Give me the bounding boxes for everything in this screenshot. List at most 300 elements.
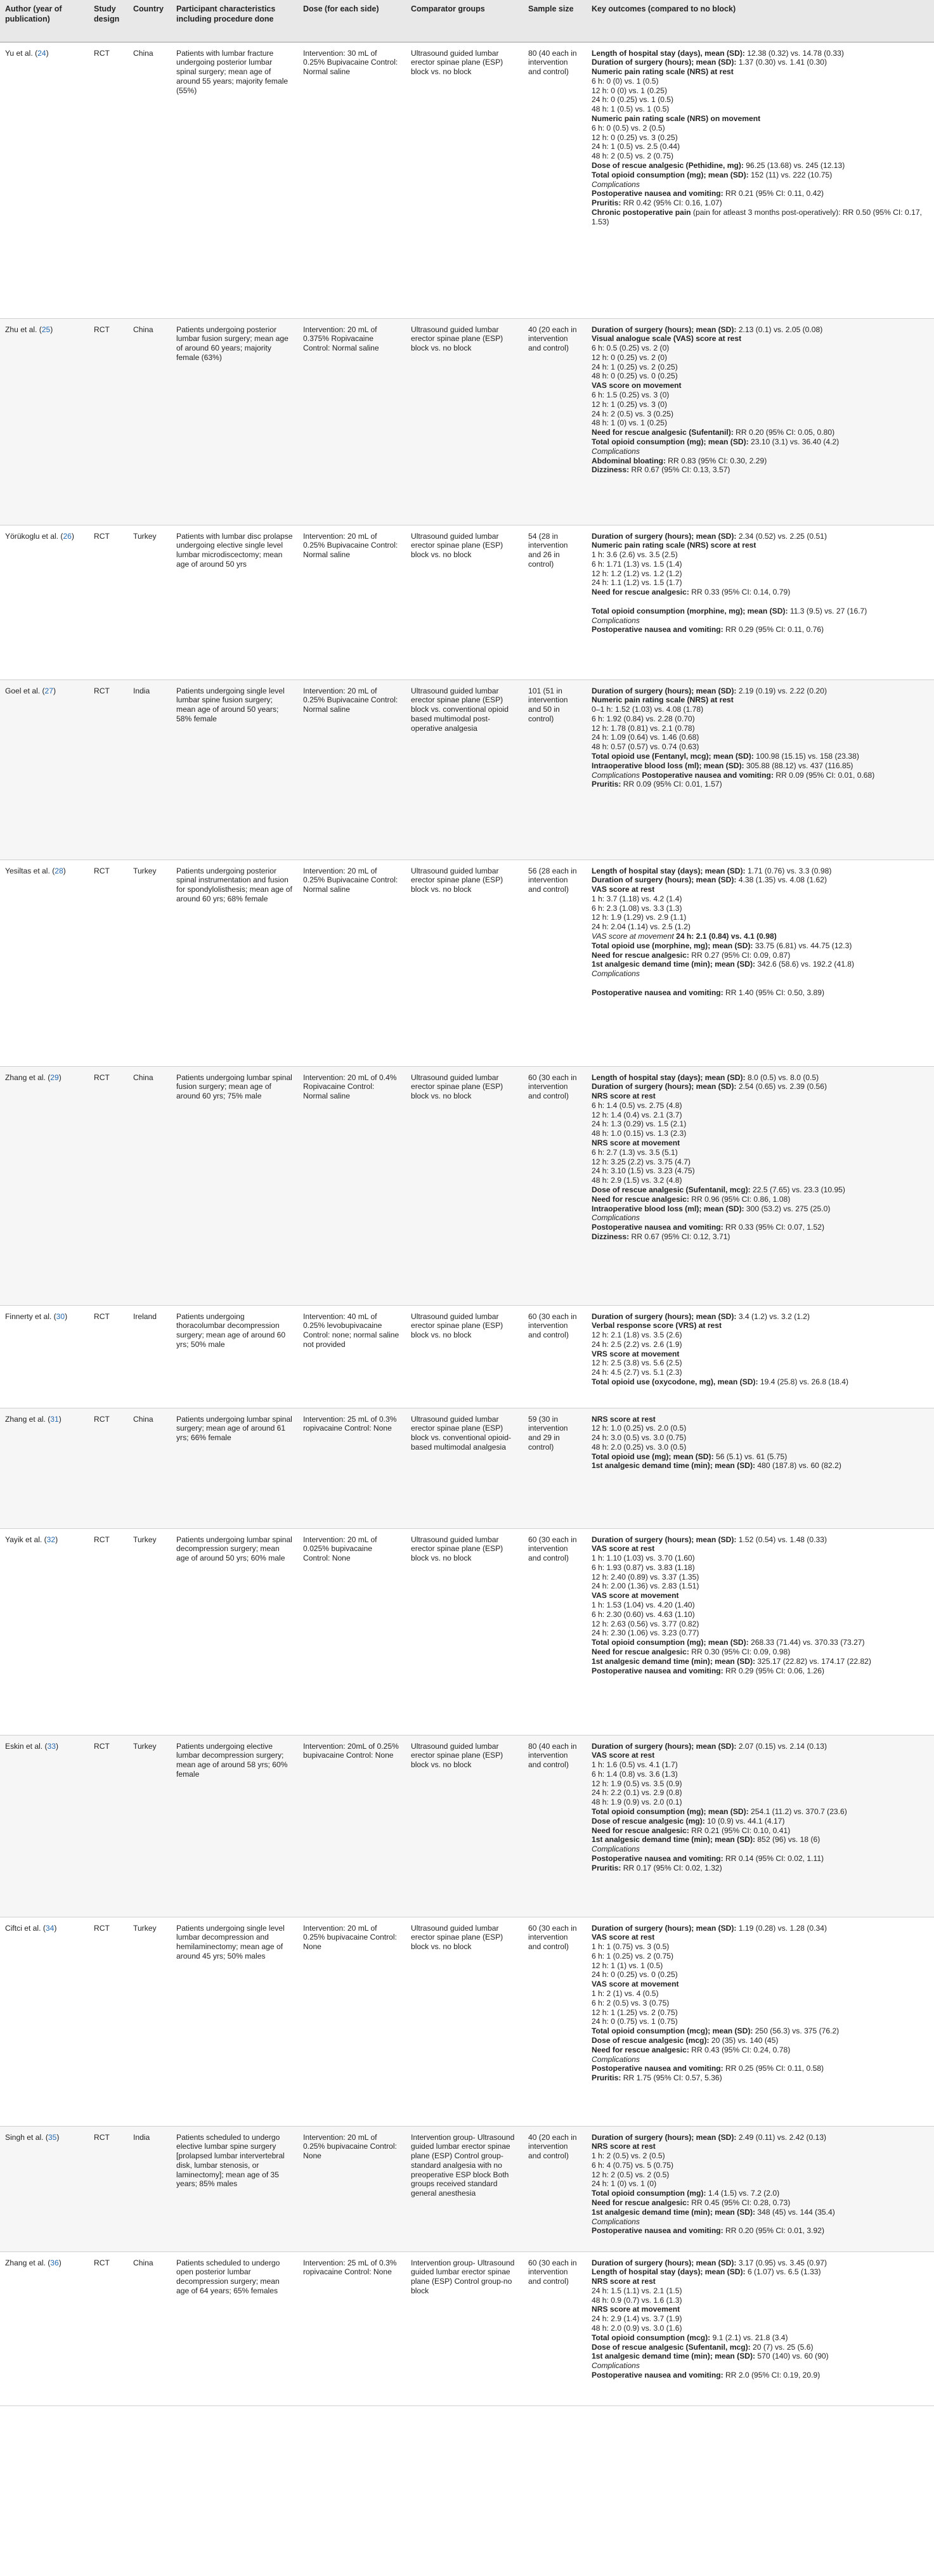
cell-study-design: RCT (89, 2251, 128, 2405)
outcome-line (592, 1742, 929, 1751)
outcome-value: 1.52 (0.54) vs. 1.48 (0.33) (736, 1535, 827, 1544)
outcome-label: 48 h: 2 (0.5) vs. 2 (0.75) (592, 151, 674, 161)
author-name: Yu et al. (5, 48, 33, 58)
header-study-design: Study design (89, 0, 128, 42)
outcome-line (592, 1942, 929, 1952)
outcome-label: Total opioid consumption (mg); mean (SD): (592, 170, 749, 179)
outcome-line (592, 686, 929, 696)
cell-study-design: RCT (89, 1735, 128, 1917)
cell-study-design: RCT (89, 1408, 128, 1528)
outcome-line (592, 2267, 929, 2277)
outcome-label: Postoperative nausea and vomiting: (592, 2226, 723, 2236)
outcome-line (592, 1647, 929, 1657)
outcome-value: RR 1.40 (95% CI: 0.50, 3.89) (723, 988, 824, 997)
outcome-label: 1st analgesic demand time (min); mean (SD): (592, 2207, 756, 2217)
outcome-line (592, 1535, 929, 1545)
outcome-label: Need for rescue analgesic: (592, 588, 689, 597)
outcome-line (592, 1138, 929, 1148)
cell-dose: Intervention: 20mL of 0.25% bupivacaine Control: None (298, 1735, 406, 1917)
cell-key-outcomes (587, 2126, 934, 2251)
outcome-label: Pruritis: (592, 1863, 621, 1872)
cell-participants: Patients undergoing lumbar spinal surgery; mean age of around 61 yrs; 66% female (171, 1408, 298, 1528)
outcome-line (592, 1433, 929, 1443)
citation-link[interactable]: 35 (48, 2132, 57, 2142)
cell-dose: Intervention: 20 mL of 0.25% Bupivacaine Control: Normal saline (298, 679, 406, 860)
outcome-label: 24 h: 1 (0.5) vs. 2.5 (0.44) (592, 142, 680, 151)
outcome-label: Duration of surgery (hours); mean (SD): (592, 58, 737, 67)
outcome-line (592, 2189, 929, 2198)
outcome-line (592, 904, 929, 913)
outcome-label: 1st analgesic demand time (min); mean (SD): (592, 960, 756, 969)
outcome-line (592, 2343, 929, 2352)
outcome-line (592, 560, 929, 569)
outcome-line (592, 1610, 929, 1620)
outcome-value: 1.4 (1.5) vs. 7.2 (2.0) (706, 2189, 780, 2198)
outcome-value: 325.17 (22.82) vs. 174.17 (22.82) (755, 1656, 871, 1666)
outcome-label: VAS score at movement (592, 1980, 679, 1989)
outcome-line (592, 2073, 929, 2083)
outcome-value: 22.5 (7.65) vs. 23.3 (10.95) (750, 1185, 845, 1195)
outcome-value: 33.75 (6.81) vs. 44.75 (12.3) (753, 941, 852, 950)
outcome-label: 12 h: 0 (0) vs. 1 (0.25) (592, 86, 667, 95)
outcome-line (592, 714, 929, 724)
outcome-label: 0–1 h: 1.52 (1.03) vs. 4.08 (1.78) (592, 705, 704, 714)
cell-sample-size: 60 (30 each in intervention and control) (523, 1528, 587, 1735)
outcome-value: 852 (96) vs. 18 (6) (755, 1835, 820, 1845)
outcome-line (592, 588, 929, 597)
cell-study-design: RCT (89, 1528, 128, 1735)
outcome-label: 48 h: 0 (0.25) vs. 0 (0.25) (592, 371, 678, 381)
outcome-label: Need for rescue analgesic: (592, 2198, 689, 2208)
outcome-line (592, 447, 929, 456)
outcome-value: 250 (56.3) vs. 375 (76.2) (753, 2026, 840, 2036)
outcome-line (592, 1989, 929, 1999)
outcome-section-label: Complications (592, 1213, 640, 1223)
outcome-value: 12.38 (0.32) vs. 14.78 (0.33) (744, 48, 844, 58)
cell-sample-size: 40 (20 each in intervention and control) (523, 2126, 587, 2251)
outcome-value: 342.6 (58.6) vs. 192.2 (41.8) (755, 960, 855, 969)
outcome-label: Total opioid consumption (mg); mean (SD): (592, 1807, 749, 1817)
outcome-line (592, 1657, 929, 1666)
outcome-line (592, 2371, 929, 2380)
outcome-line (592, 1223, 929, 1232)
outcome-value: 10 (0.9) vs. 44.1 (4.17) (704, 1816, 785, 1826)
cell-dose: Intervention: 20 mL of 0.25% Bupivacaine Control: Normal saline (298, 860, 406, 1066)
outcome-section-label: Complications (592, 2054, 640, 2064)
outcome-value: RR 0.96 (95% CI: 0.86, 1.08) (689, 1194, 791, 1204)
cell-country: Turkey (128, 525, 171, 679)
cell-study-design: RCT (89, 318, 128, 525)
outcome-label: Length of hospital stay (days), mean (SD): (592, 48, 745, 58)
outcome-line (592, 465, 929, 475)
outcome-line (592, 1952, 929, 1961)
cell-dose: Intervention: 20 mL of 0.25% bupivacaine Control: None (298, 1917, 406, 2126)
outcome-line (592, 2296, 929, 2305)
outcome-value: RR 0.21 (95% CI: 0.10, 0.41) (689, 1826, 791, 1835)
outcome-line (592, 2161, 929, 2170)
outcome-label: Pruritis: (592, 2073, 621, 2083)
outcome-line (592, 390, 929, 400)
author-name: Zhang et al. (5, 1414, 46, 1424)
outcome-line (592, 86, 929, 96)
cell-study-design: RCT (89, 525, 128, 679)
outcome-label: 1 h: 3.6 (2.6) vs. 3.5 (2.5) (592, 550, 678, 560)
header-row (0, 0, 934, 42)
outcome-line (592, 381, 929, 390)
author-name: Finnerty et al. (5, 1311, 52, 1321)
outcome-label: 1 h: 1 (0.75) vs. 3 (0.5) (592, 1942, 670, 1952)
outcome-line (592, 77, 929, 86)
cell-comparator: Ultrasound guided lumbar erector spinae plane (ESP) block vs. no block (406, 1305, 523, 1408)
outcome-line (592, 1933, 929, 1942)
outcome-line (592, 409, 929, 419)
cell-author: Goel et al. (27) (0, 679, 89, 860)
outcome-label: 12 h: 0 (0.25) vs. 3 (0.25) (592, 132, 678, 142)
outcome-label: Numeric pain rating scale (NRS) at rest (592, 67, 734, 77)
outcome-line (592, 353, 929, 363)
outcome-line (592, 1148, 929, 1157)
outcome-line (592, 400, 929, 409)
outcome-label: NRS score at rest (592, 2277, 656, 2286)
citation-link[interactable]: 24 (37, 48, 46, 58)
outcome-line (592, 1751, 929, 1760)
cell-key-outcomes (587, 2251, 934, 2405)
outcome-line (592, 597, 929, 607)
cell-study-design: RCT (89, 1917, 128, 2126)
author-name: Ciftci et al. (5, 1923, 41, 1933)
outcome-line (592, 344, 929, 353)
outcome-section-label: Complications (592, 1845, 640, 1854)
author-name: Goel et al. (5, 686, 41, 695)
outcome-value: 2.49 (0.11) vs. 2.42 (0.13) (736, 2132, 827, 2142)
outcome-line (592, 1591, 929, 1600)
cell-participants: Patients scheduled to undergo elective lumbar spine surgery [prolapsed lumbar intervertebral disk, lumbar stenosis, or laminectomy]; mean age of 35 years; 85% males (171, 2126, 298, 2251)
outcome-line (592, 695, 929, 705)
outcome-label: Intraoperative blood loss (ml); mean (SD): (592, 761, 744, 770)
outcome-line (592, 105, 929, 114)
cell-key-outcomes (587, 1408, 934, 1528)
cell-dose: Intervention: 20 mL of 0.25% Bupivacaine Control: Normal saline (298, 525, 406, 679)
cell-dose: Intervention: 20 mL of 0.375% Ropivacaine Control: Normal saline (298, 318, 406, 525)
cell-sample-size: 60 (30 each in intervention and control) (523, 2251, 587, 2405)
outcome-value: RR 0.17 (95% CI: 0.02, 1.32) (621, 1863, 722, 1872)
outcome-value: 305.88 (88.12) vs. 437 (116.85) (744, 761, 853, 770)
outcome-label: Postoperative nausea and vomiting: (592, 1666, 723, 1675)
cell-dose: Intervention: 20 mL of 0.025% bupivacaine Control: None (298, 1528, 406, 1735)
outcome-line (592, 2305, 929, 2314)
outcome-line (592, 2286, 929, 2296)
cell-dose: Intervention: 25 mL of 0.3% ropivacaine Control: None (298, 2251, 406, 2405)
outcome-line (592, 1638, 929, 1647)
outcome-value: 11.3 (9.5) vs. 27 (16.7) (788, 606, 867, 615)
table-row (0, 318, 934, 525)
outcome-value: RR 0.43 (95% CI: 0.24, 0.78) (689, 2045, 791, 2054)
cell-comparator: Ultrasound guided lumbar erector spinae plane (ESP) block vs. no block (406, 1735, 523, 1917)
cell-sample-size: 80 (40 each in intervention and control) (523, 42, 587, 318)
outcome-label: 6 h: 1.93 (0.87) vs. 3.83 (1.18) (592, 1562, 695, 1572)
table-row (0, 1408, 934, 1528)
cell-sample-size: 59 (30 in intervention and 29 in control) (523, 1408, 587, 1528)
outcome-line (592, 142, 929, 151)
outcome-label: 1 h: 1.53 (1.04) vs. 4.20 (1.40) (592, 1600, 695, 1610)
outcome-line (592, 578, 929, 588)
outcome-value: 24 h: 2.1 (0.84) vs. 4.1 (0.98) (673, 932, 777, 941)
outcome-line (592, 2045, 929, 2055)
outcome-label: Duration of surgery (hours); mean (SD): (592, 2258, 737, 2267)
outcome-line (592, 541, 929, 550)
outcome-value: RR 0.83 (95% CI: 0.30, 2.29) (665, 456, 767, 465)
outcome-label: Duration of surgery (hours); mean (SD): (592, 1082, 737, 1092)
cell-participants: Patients undergoing elective lumbar decompression surgery; mean age of around 58 yrs; 60% female (171, 1735, 298, 1917)
cell-author: Zhang et al. (36) (0, 2251, 89, 2405)
outcome-label: Total opioid consumption (mg): (592, 2189, 706, 2198)
cell-author: Yörükoglu et al. (26) (0, 525, 89, 679)
table-row (0, 860, 934, 1066)
citation-link[interactable]: 36 (50, 2258, 59, 2267)
outcome-line (592, 1452, 929, 1462)
cell-participants: Patients with lumbar disc prolapse undergoing elective single level lumbar microdiscectomy; mean age of around 50 yrs (171, 525, 298, 679)
outcome-line (592, 2026, 929, 2036)
author-name: Eskin et al. (5, 1741, 43, 1751)
outcome-label: 6 h: 2.7 (1.3) vs. 3.5 (5.1) (592, 1147, 678, 1157)
outcome-label: 24 h: 2.30 (1.06) vs. 3.23 (0.77) (592, 1628, 699, 1638)
outcome-label: Dose of rescue analgesic (mcg): (592, 2036, 710, 2045)
outcome-label: 24 h: 1.1 (1.2) vs. 1.5 (1.7) (592, 578, 682, 588)
outcome-line (592, 1092, 929, 1101)
outcome-line (592, 550, 929, 560)
cell-country: Turkey (128, 1735, 171, 1917)
outcome-value: 348 (45) vs. 144 (35.4) (755, 2207, 835, 2217)
outcome-label: Total opioid use (morphine, mg); mean (SD): (592, 941, 753, 950)
outcome-label: 6 h: 1.71 (1.3) vs. 1.5 (1.4) (592, 559, 682, 569)
outcome-label: Total opioid consumption (mcg); mean (SD): (592, 2026, 753, 2036)
author-name: Zhu et al. (5, 325, 37, 334)
outcome-value: 300 (53.2) vs. 275 (25.0) (744, 1204, 831, 1213)
outcome-line (592, 1082, 929, 1092)
cell-dose: Intervention: 20 mL of 0.25% bupivacaine Control: None (298, 2126, 406, 2251)
outcome-value: 6 (1.07) vs. 6.5 (1.33) (745, 2267, 821, 2277)
cell-sample-size: 56 (28 each in intervention and control) (523, 860, 587, 1066)
outcome-label: 24 h: 2.2 (0.1) vs. 2.9 (0.8) (592, 1788, 682, 1798)
outcome-line (592, 1770, 929, 1779)
outcome-label: Need for rescue analgesic: (592, 1826, 689, 1835)
outcome-line (592, 2017, 929, 2026)
cell-key-outcomes (587, 679, 934, 860)
outcome-line (592, 969, 929, 979)
outcome-label: 1st analgesic demand time (min); mean (SD): (592, 1835, 756, 1845)
table-row (0, 2251, 934, 2405)
outcome-line (592, 1980, 929, 1989)
outcome-label: Length of hospital stay (days); mean (SD): (592, 1072, 746, 1082)
cell-key-outcomes (587, 1528, 934, 1735)
author-name: Zhang et al. (5, 2258, 46, 2267)
citation-link[interactable]: 25 (41, 325, 51, 334)
citation-link[interactable]: 32 (46, 1535, 56, 1544)
outcome-line (592, 742, 929, 752)
outcome-label: Total opioid use (mg); mean (SD): (592, 1452, 714, 1461)
citation-link[interactable]: 26 (63, 531, 72, 541)
outcome-label: Length of hospital stay (days); mean (SD): (592, 2267, 746, 2277)
outcome-label: Duration of surgery (hours); mean (SD): (592, 1535, 737, 1544)
cell-country: China (128, 2251, 171, 2405)
table-row (0, 1917, 934, 2126)
cell-country: India (128, 679, 171, 860)
outcome-label: 24 h: 0 (0.75) vs. 1 (0.75) (592, 2017, 678, 2026)
cell-key-outcomes (587, 525, 934, 679)
outcome-line (592, 625, 929, 634)
outcome-line (592, 1232, 929, 1242)
cell-sample-size: 40 (20 each in intervention and control) (523, 318, 587, 525)
outcome-value: RR 0.29 (95% CI: 0.11, 0.76) (723, 625, 824, 634)
outcome-line (592, 67, 929, 77)
outcome-line (592, 456, 929, 466)
outcome-label: VAS score at rest (592, 885, 655, 894)
outcome-label: 24 h: 0 (0.25) vs. 0 (0.25) (592, 1970, 678, 1980)
outcome-label: Total opioid use (Fentanyl, mcg); mean (SD): (592, 752, 754, 761)
outcome-line (592, 95, 929, 105)
outcome-label: 12 h: 1 (1.25) vs. 2 (0.75) (592, 2007, 678, 2017)
outcome-label: Postoperative nausea and vomiting: (592, 1223, 723, 1232)
outcome-line (592, 2179, 929, 2189)
outcome-line (592, 2324, 929, 2333)
outcome-label: 24 h: 1 (0) vs. 1 (0) (592, 2179, 657, 2189)
outcome-line (592, 2226, 929, 2236)
author-name: Zhang et al. (5, 1072, 46, 1082)
outcome-value: 570 (140) vs. 60 (90) (755, 2352, 829, 2361)
outcome-line (592, 180, 929, 190)
outcome-label: VAS score at movement (592, 1591, 679, 1600)
outcome-label: Pruritis: (592, 198, 621, 208)
outcome-label: 1st analgesic demand time (min); mean (SD): (592, 1461, 756, 1471)
cell-sample-size: 60 (30 each in intervention and control) (523, 1066, 587, 1305)
outcome-label: Total opioid use (oxycodone, mg), mean (SD): (592, 1377, 758, 1387)
cell-sample-size: 54 (28 in intervention and 26 in control) (523, 525, 587, 679)
outcome-value: RR 0.27 (95% CI: 0.09, 0.87) (689, 950, 791, 960)
author-name: Yayik et al. (5, 1535, 42, 1544)
outcome-label: VAS score at movement (592, 932, 674, 941)
outcome-label: VRS score at movement (592, 1349, 680, 1358)
outcome-label: 6 h: 1.4 (0.8) vs. 3.6 (1.3) (592, 1769, 678, 1779)
cell-country: China (128, 1066, 171, 1305)
outcome-line (592, 1129, 929, 1138)
cell-dose: Intervention: 25 mL of 0.3% ropivacaine Control: None (298, 1408, 406, 1528)
citation-link[interactable]: 33 (47, 1741, 56, 1751)
outcome-label: 48 h: 1 (0) vs. 1 (0.25) (592, 418, 667, 428)
outcome-label: 12 h: 1.4 (0.4) vs. 2.1 (3.7) (592, 1110, 682, 1119)
outcome-label: NRS score at rest (592, 1092, 656, 1101)
outcome-label: 6 h: 0 (0) vs. 1 (0.5) (592, 76, 659, 86)
outcome-line (592, 2036, 929, 2045)
outcome-line (592, 2314, 929, 2324)
outcome-value: RR 0.67 (95% CI: 0.13, 3.57) (629, 465, 730, 475)
cell-dose: Intervention: 30 mL of 0.25% Bupivacaine Control: Normal saline (298, 42, 406, 318)
cell-study-design: RCT (89, 679, 128, 860)
cell-country: China (128, 42, 171, 318)
citation-link[interactable]: 27 (44, 686, 53, 695)
outcome-label: Abdominal bloating: (592, 456, 666, 465)
outcome-label: Numeric pain rating scale (NRS) score at rest (592, 541, 756, 550)
cell-country: Turkey (128, 1917, 171, 2126)
author-name: Singh et al. (5, 2132, 44, 2142)
outcome-label: 24 h: 1 (0.25) vs. 2 (0.25) (592, 362, 678, 371)
header-dose: Dose (for each side) (298, 0, 406, 42)
cell-dose: Intervention: 20 mL of 0.4% Ropivacaine Control: Normal saline (298, 1066, 406, 1305)
outcome-section-label: Complications (592, 446, 640, 456)
citation-link[interactable]: 28 (55, 866, 63, 875)
cell-country: Ireland (128, 1305, 171, 1408)
outcome-value: 152 (11) vs. 222 (10.75) (748, 170, 833, 179)
outcome-value: 254.1 (11.2) vs. 370.7 (23.6) (748, 1807, 847, 1817)
outcome-line (592, 1666, 929, 1676)
outcome-label: 6 h: 1 (0.25) vs. 2 (0.75) (592, 1951, 674, 1961)
outcome-value: 100.98 (15.15) vs. 158 (23.38) (753, 752, 859, 761)
outcome-label: 6 h: 2.30 (0.60) vs. 4.63 (1.10) (592, 1609, 695, 1619)
outcome-value: (pain for atleast 3 months post-operatively): RR 0.50 (95% CI: 0.17, 1.53) (592, 208, 922, 226)
cell-comparator: Intervention group- Ultrasound guided lumbar erector spinae plane (ESP) Control group-standard analgesia with no preoperative ESP block Both groups received standard general anesthesia (406, 2126, 523, 2251)
outcome-value: 1.37 (0.30) vs. 1.41 (0.30) (736, 58, 827, 67)
outcome-line (592, 428, 929, 437)
outcome-line (592, 189, 929, 198)
citation-link[interactable]: 30 (56, 1311, 65, 1321)
outcome-value: 4.38 (1.35) vs. 4.08 (1.62) (736, 875, 827, 885)
outcome-label: Postoperative nausea and vomiting: (592, 189, 723, 198)
outcome-line (592, 151, 929, 161)
cell-comparator: Ultrasound guided lumbar erector spinae plane (ESP) block vs. no block (406, 1917, 523, 2126)
outcome-line (592, 208, 929, 227)
outcome-line (592, 616, 929, 626)
outcome-label: Duration of surgery (hours); mean (SD): (592, 1923, 737, 1933)
cell-participants: Patients with lumbar fracture undergoing posterior lumbar spinal surgery; mean age of around 55 years; majority female (55%) (171, 42, 298, 318)
cell-comparator: Ultrasound guided lumbar erector spinae plane (ESP) block vs. no block (406, 318, 523, 525)
outcome-value: 3.17 (0.95) vs. 3.45 (0.97) (736, 2258, 827, 2267)
outcome-label: Length of hospital stay (days); mean (SD): (592, 866, 746, 875)
table-row (0, 1305, 934, 1408)
author-name: Yörükoglu et al. (5, 531, 59, 541)
header-country: Country (128, 0, 171, 42)
outcome-value: 20 (7) vs. 25 (5.6) (750, 2342, 814, 2352)
cell-sample-size: 60 (30 each in intervention and control) (523, 1917, 587, 2126)
outcome-label: Postoperative nausea and vomiting: (592, 2064, 723, 2073)
outcome-line (592, 2064, 929, 2073)
citation-link[interactable]: 34 (45, 1923, 55, 1933)
cell-country: China (128, 1408, 171, 1528)
outcome-label: Chronic postoperative pain (592, 208, 691, 217)
cell-country: India (128, 2126, 171, 2251)
outcome-label: VAS score at rest (592, 1933, 655, 1942)
outcome-line (592, 2142, 929, 2151)
outcome-line (592, 761, 929, 771)
outcome-label: Duration of surgery (hours); mean (SD): (592, 875, 737, 885)
header-key-outcomes: Key outcomes (compared to no block) (587, 0, 934, 42)
outcome-section-label: Complications (592, 615, 640, 625)
outcome-value: 56 (5.1) vs. 61 (5.75) (713, 1452, 788, 1461)
outcome-label: Duration of surgery (hours); mean (SD): (592, 1311, 737, 1321)
header-author: Author (year of publication) (0, 0, 89, 42)
outcome-label: 24 h: 1.09 (0.64) vs. 1.46 (0.68) (592, 733, 699, 742)
outcome-line (592, 1340, 929, 1349)
outcome-line (592, 325, 929, 335)
outcome-value: RR 0.20 (95% CI: 0.05, 0.80) (733, 428, 835, 437)
outcome-line (592, 894, 929, 904)
citation-link[interactable]: 31 (50, 1414, 59, 1424)
outcome-value: 2.07 (0.15) vs. 2.14 (0.13) (736, 1741, 827, 1751)
cell-key-outcomes (587, 1066, 934, 1305)
outcome-line (592, 569, 929, 579)
citation-link[interactable]: 29 (50, 1072, 59, 1082)
cell-participants: Patients undergoing posterior spinal instrumentation and fusion for spondylolisthesis; mean age of around 60 yrs; 68% female (171, 860, 298, 1066)
outcome-line (592, 532, 929, 541)
outcome-line (592, 922, 929, 932)
